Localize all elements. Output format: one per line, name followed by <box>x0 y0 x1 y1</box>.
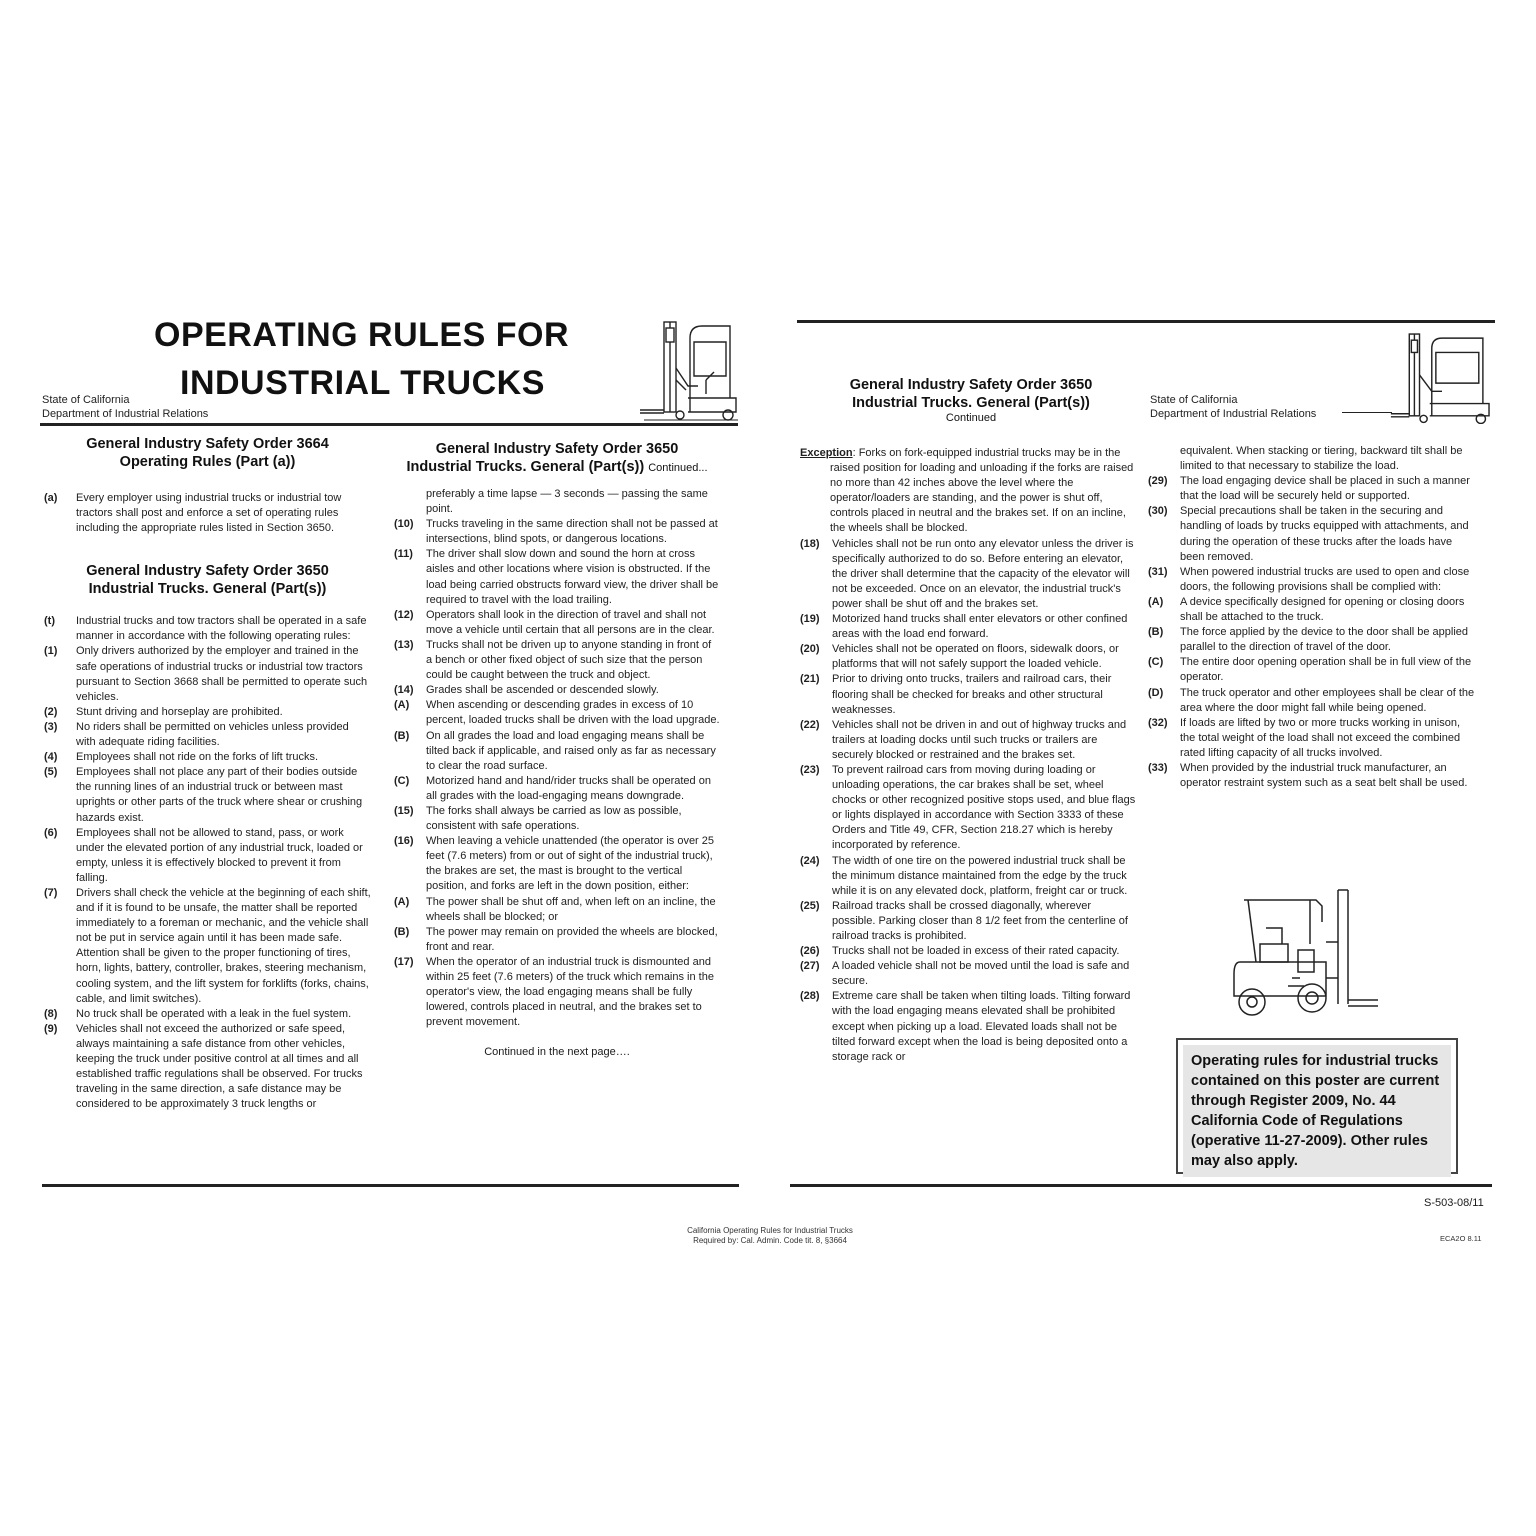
rule-number: (C) <box>394 774 410 787</box>
rule-list-3650-part1 <box>44 614 371 1112</box>
poster-code: S-503-08/11 <box>1424 1197 1484 1209</box>
rule-text: The power shall be shut off and, when left on an incline, the wheels shall be blocked; or <box>426 895 716 923</box>
rule-number: (27) <box>800 960 820 973</box>
rule-number: (C) <box>1148 656 1164 669</box>
rule-text: A loaded vehicle shall not be moved until the load is safe and secure. <box>832 960 1130 988</box>
rule-text: To prevent railroad cars from moving during loading or unloading operations, the car brakes shall be set, wheel chocks or other recognized positive stops used, and blue flags or lights displayed in accordance with Section 3333 of these Orders and Title 49, CFR, Section 218.27 which is hereby incorporated by reference. <box>832 763 1136 852</box>
rule-number: (13) <box>394 638 414 651</box>
rule-item <box>800 537 1136 612</box>
continued-note: Continued in the next page…. <box>484 1046 630 1059</box>
rule-text: When ascending or descending grades in excess of 10 percent, loaded trucks shall be driven with the load upgrade. <box>426 699 720 727</box>
rule-text: Vehicles shall not be driven in and out of highway trucks and trailers at loading docks until such trucks or trailers are securely blocked or restrained and the brakes set. <box>832 718 1127 761</box>
rule-text: Operators shall look in the direction of travel and shall not move a vehicle until certain that all persons are in the clear. <box>426 608 715 636</box>
rule-item <box>1148 686 1478 716</box>
rule-text: Industrial trucks and tow tractors shall be operated in a safe manner in accordance with the following operating rules: <box>76 615 367 643</box>
footer-note: California Operating Rules for Industrial Trucks Required by: Cal. Admin. Code tit. 8, §3664 <box>687 1226 853 1245</box>
rule-text: Trucks shall not be driven up to anyone standing in front of a bench or other fixed object of such size that the person could be caught between the truck and object. <box>426 638 712 682</box>
rule-item <box>394 683 720 698</box>
rule-number: (5) <box>44 766 58 779</box>
rule-number: (2) <box>44 705 58 718</box>
rule-item <box>394 608 720 638</box>
rule-item <box>1148 565 1478 595</box>
rule-item <box>394 834 720 894</box>
rule-number: (29) <box>1148 475 1168 488</box>
rule-item <box>800 612 1136 642</box>
rule-text: Drivers shall check the vehicle at the beginning of each shift, and if it is found to be unsafe, the matter shall be reported immediately to a foreman or mechanic, and the vehicle shall not be put in service again until it has been made safe. Attention shall be given to the proper functioning of tires, horn, lights, battery, controller, brakes, steering mechanism, cooling system, and the lift system for forklifts (forks, chains, cable, and limit switches). <box>76 886 371 1005</box>
rule-number: (6) <box>44 826 58 839</box>
rule-text: Employees shall not ride on the forks of lift trucks. <box>76 751 319 764</box>
agency-underline <box>1342 412 1392 413</box>
rule-number: (23) <box>800 763 820 776</box>
rule-number: (a) <box>44 492 58 504</box>
rule-item <box>44 826 371 886</box>
currency-note-box <box>1176 1038 1458 1174</box>
rule-number: (16) <box>394 835 414 848</box>
rule-text: Prior to driving onto trucks, trailers and railroad cars, their flooring shall be checked for breaks and other structural weaknesses. <box>832 673 1112 716</box>
rule-text: If loads are lifted by two or more trucks working in unison, the total weight of the load shall not exceed the combined rated lifting capacity of all trucks involved. <box>1180 716 1461 759</box>
rule-number: (31) <box>1148 565 1168 578</box>
rule-number: (17) <box>394 955 414 968</box>
rule-item <box>800 672 1136 717</box>
rule-text: Employees shall not be allowed to stand, pass, or work under the elevated portion of any industrial truck, loaded or empty, unless it is effectively blocked to prevent it from falling. <box>76 826 363 884</box>
rule-text: When the operator of an industrial truck is dismounted and within 25 feet (7.6 meters) of the truck which remains in the operator's view, the load engaging means shall be fully lowered, controls placed in neutral, and the brakes set to prevent movement. <box>426 955 714 1029</box>
rule-text: Every employer using industrial trucks or industrial tow tractors shall post and enforce a set of operating rules including the appropriate rules listed in Section 3650. <box>76 492 342 535</box>
rule-item <box>800 763 1136 854</box>
rule-text: Vehicles shall not be operated on floors, sidewalk doors, or platforms that will not safely support the loaded vehicle. <box>832 643 1119 671</box>
rule-number: (B) <box>394 729 410 742</box>
rule-number: (18) <box>800 537 820 550</box>
reach-truck-illustration-right <box>1390 332 1494 424</box>
agency-department: Department of Industrial Relations <box>42 408 209 420</box>
exception-paragraph: Exception: Forks on fork-equipped industrial trucks may be in the raised position for loading and unloading if the forks are raised no more than 42 inches above the level where the operator/loaders are standing, and the power is shut off, controls placed in neutral and the brakes set. If on an incline, the wheels shall be blocked. <box>800 447 1134 535</box>
rule-item <box>394 487 720 517</box>
rule-text: preferably a time lapse — 3 seconds — passing the same point. <box>426 488 708 516</box>
right-section-heading: General Industry Safety Order 3650 Industrial Trucks. General (Part(s)) Continued <box>849 377 1093 424</box>
rule-item <box>394 638 720 683</box>
left-column-2 <box>394 440 720 1058</box>
rule-number: (8) <box>44 1007 58 1020</box>
right-poster-page <box>790 300 1495 1209</box>
rule-item <box>1148 716 1478 761</box>
rule-number <box>1148 444 1180 474</box>
rule-text: Trucks shall not be loaded in excess of their rated capacity. <box>832 945 1120 958</box>
rule-text: A device specifically designed for opening or closing doors shall be attached to the truck. <box>1180 595 1465 624</box>
rule-list-3664 <box>44 491 371 536</box>
rule-number: (7) <box>44 886 58 899</box>
header-rule <box>40 423 738 426</box>
rule-item <box>44 1007 371 1022</box>
section-heading-3650: General Industry Safety Order 3650 Industrial Trucks. General (Part(s)) <box>86 563 329 598</box>
rule-text: The power may remain on provided the wheels are blocked, front and rear. <box>426 925 718 953</box>
rule-item <box>800 854 1136 899</box>
agency-state: State of California <box>42 394 130 406</box>
left-column-1 <box>44 435 371 1112</box>
rule-number: (B) <box>394 925 410 938</box>
rule-item <box>44 765 371 825</box>
rule-text: Railroad tracks shall be crossed diagonally, wherever possible. Parking closer than 8 1/2 feet from the centerline of railroad tracks is prohibited. <box>832 899 1128 942</box>
rule-item <box>1148 474 1478 504</box>
top-rule-right <box>797 320 1495 323</box>
rule-number: (B) <box>1148 626 1164 639</box>
rule-text: Vehicles shall not exceed the authorized or safe speed, always maintaining a safe distance from other vehicles, keeping the truck under positive control at all times and all established traffic regulations shall be observed. For trucks traveling in the same direction, a safe distance may be considered to be approximately 3 truck lengths or <box>76 1022 363 1111</box>
rule-list-right-col2 <box>1148 444 1478 791</box>
rule-text: The load engaging device shall be placed in such a manner that the load will be securely held or supported. <box>1180 475 1470 503</box>
rule-number: (22) <box>800 718 820 731</box>
rule-item <box>800 642 1136 672</box>
rule-number: (D) <box>1148 686 1164 699</box>
rule-number: (1) <box>44 645 58 658</box>
rule-number: (21) <box>800 673 820 686</box>
rule-text: Vehicles shall not be run onto any elevator unless the driver is specifically authorized to do so. Before entering an elevator, the driver shall determine that the capacity of the elevator will not be exceeded. Once on an elevator, the industrial truck's power shall be shut off and the brakes set. <box>832 537 1134 610</box>
rule-text: No riders shall be permitted on vehicles unless provided with adequate riding facilities. <box>76 720 349 749</box>
rule-number: (A) <box>394 699 410 712</box>
rule-number: (3) <box>44 720 58 733</box>
rule-item <box>1148 625 1478 655</box>
rule-text: Motorized hand trucks shall enter elevators or other confined areas with the load end forward. <box>832 613 1128 641</box>
poster-title-line2: INDUSTRIAL TRUCKS <box>180 364 545 402</box>
rule-number: (t) <box>44 615 55 628</box>
rule-number: (15) <box>394 804 414 817</box>
rule-text: The force applied by the device to the door shall be applied parallel to the direction of travel of the door. <box>1180 626 1469 654</box>
bottom-rule-left <box>42 1184 739 1187</box>
rule-list-3650-part2 <box>394 487 720 1030</box>
rule-number: (26) <box>800 945 820 958</box>
rule-item <box>1148 761 1478 791</box>
rule-number: (A) <box>1148 595 1164 608</box>
forklift-illustration <box>1230 882 1380 1024</box>
rule-number: (9) <box>44 1022 58 1035</box>
footer-code: ECA2O 8.11 <box>1440 1234 1482 1243</box>
rule-text: Only drivers authorized by the employer and trained in the safe operations of industrial trucks or industrial tow tractors pursuant to Section 3668 shall be permitted to operate such vehicles. <box>76 645 368 703</box>
rule-text: Stunt driving and horseplay are prohibited. <box>76 705 283 718</box>
rule-number: (10) <box>394 518 414 531</box>
rule-number: (A) <box>394 895 410 908</box>
rule-item <box>44 644 371 704</box>
rule-item <box>1148 444 1478 474</box>
agency-block <box>42 393 208 421</box>
rule-item <box>394 729 720 774</box>
bottom-rule-right <box>790 1184 1492 1187</box>
rule-text: Trucks traveling in the same direction shall not be passed at intersections, blind spots, or dangerous locations. <box>426 518 718 546</box>
currency-note-text: Operating rules for industrial trucks contained on this poster are current through Register 2009, No. 44 California Code of Regulations (operative 11-27-2009). Other rules may also apply. <box>1183 1045 1451 1177</box>
rule-text: Employees shall not place any part of their bodies outside the running lines of an industrial truck or between mast uprights or other parts of the truck where shear or crushing hazards exist. <box>76 766 363 824</box>
poster-title-line1: OPERATING RULES FOR <box>154 316 569 354</box>
rule-text: When provided by the industrial truck manufacturer, an operator restraint system such as a seat belt shall be used. <box>1180 761 1468 790</box>
rule-text: When leaving a vehicle unattended (the operator is over 25 feet (7.6 meters) from or out of sight of the industrial truck), the brakes are set, the mast is brought to the vertical position, and forks are left in the down position, either: <box>426 835 715 893</box>
rule-number: (33) <box>1148 761 1168 774</box>
rule-item <box>394 774 720 804</box>
rule-text: Special precautions shall be taken in the securing and handling of loads by trucks equipped with attachments, and during the operation of these trucks after the loads have been removed. <box>1180 505 1469 563</box>
rule-text: On all grades the load and load engaging means shall be tilted back if applicable, and raised only as far as necessary to clear the road surface. <box>426 729 716 772</box>
rule-item <box>44 720 371 750</box>
rule-text: Motorized hand and hand/rider trucks shall be operated on all grades with the load-engaging means downgrade. <box>426 774 711 802</box>
rule-item <box>394 517 720 547</box>
rule-item <box>394 547 720 607</box>
rule-item <box>44 705 371 720</box>
rule-number: (12) <box>394 608 414 621</box>
right-column-1 <box>800 446 1136 1065</box>
rule-number: (30) <box>1148 505 1168 518</box>
rule-item <box>394 895 720 925</box>
rule-item <box>44 1022 371 1113</box>
rule-text: The truck operator and other employees shall be clear of the area where the door might fall while being opened. <box>1180 686 1475 714</box>
rule-item <box>394 804 720 834</box>
rule-text: No truck shall be operated with a leak in the fuel system. <box>76 1007 352 1020</box>
rule-item <box>800 718 1136 763</box>
rule-item <box>800 989 1136 1064</box>
agency-block-right: State of California Department of Industrial Relations <box>1150 394 1317 420</box>
rule-item <box>800 959 1136 989</box>
rule-number: (32) <box>1148 716 1168 729</box>
rule-text: The driver shall slow down and sound the horn at cross aisles and other locations where vision is obstructed. If the load being carried obstructs forward view, the driver shall be required to travel with the load trailing. <box>426 548 719 606</box>
rule-number: (28) <box>800 990 820 1003</box>
left-poster-page <box>40 300 740 1200</box>
rule-item <box>394 955 720 1030</box>
rule-item <box>1148 655 1478 685</box>
rule-number <box>394 487 426 517</box>
rule-text: Grades shall be ascended or descended slowly. <box>426 684 659 697</box>
right-column-2 <box>1148 444 1478 791</box>
rule-item <box>1148 595 1478 625</box>
rule-number: (24) <box>800 854 820 867</box>
rule-item <box>44 491 371 536</box>
rule-list-right-col1 <box>800 537 1136 1065</box>
rule-item <box>44 750 371 765</box>
rule-text: The width of one tire on the powered industrial truck shall be the minimum distance maintained from the edge by the truck while it is on any elevated dock, platform, freight car or truck. <box>832 854 1128 897</box>
rule-item <box>44 886 371 1007</box>
rule-item <box>394 698 720 728</box>
rule-text: Extreme care shall be taken when tilting loads. Tilting forward with the load engaging means elevated shall be prohibited except when picking up a load. Elevated loads shall not be tilted forward except when the load is being deposited onto a storage rack or <box>832 990 1131 1063</box>
rule-text: The entire door opening operation shall be in full view of the operator. <box>1180 656 1472 684</box>
rule-number: (11) <box>394 548 413 561</box>
rule-item <box>44 614 371 644</box>
reach-truck-illustration <box>640 320 740 422</box>
rule-number: (4) <box>44 751 58 764</box>
section-heading-3650-continued: General Industry Safety Order 3650 Industrial Trucks. General (Part(s)) Continued... <box>406 441 708 475</box>
rule-number: (20) <box>800 643 820 656</box>
rule-text: equivalent. When stacking or tiering, backward tilt shall be limited to that necessary to stabilize the load. <box>1180 445 1463 473</box>
rule-item <box>394 925 720 955</box>
rule-number: (25) <box>800 899 820 912</box>
rule-item <box>1148 504 1478 564</box>
rule-item <box>800 899 1136 944</box>
rule-item <box>800 944 1136 959</box>
rule-text: The forks shall always be carried as low as possible, consistent with safe operations. <box>426 804 682 833</box>
section-heading-3664: General Industry Safety Order 3664 Operating Rules (Part (a)) <box>86 436 329 470</box>
rule-number: (19) <box>800 613 820 626</box>
rule-number: (14) <box>394 684 414 697</box>
rule-text: When powered industrial trucks are used to open and close doors, the following provisions shall be complied with: <box>1180 565 1470 593</box>
